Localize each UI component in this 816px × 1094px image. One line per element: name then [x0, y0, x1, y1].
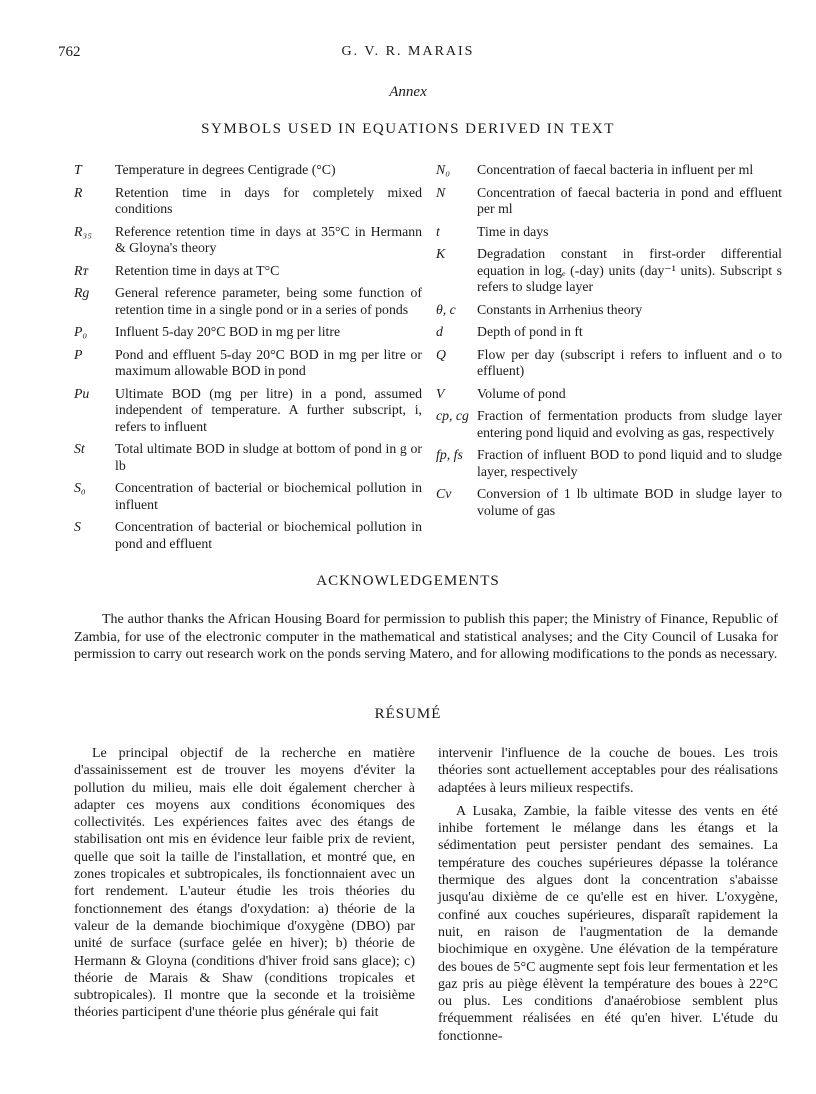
symbol-entry [436, 224, 782, 241]
symbol-entry [436, 486, 782, 519]
resume-paragraph: intervenir l'influence de la couche de boues. Les trois théories sont actuellement acceptables pour des réalisations adaptées à leurs milieux respectifs. [438, 746, 778, 796]
symbol-definition: Constants in Arrhenius theory [477, 301, 643, 317]
symbol-definition: Conversion of 1 lb ultimate BOD in sludge layer to volume of gas [477, 486, 782, 518]
symbol-entry [74, 519, 422, 552]
symbol-entry [74, 185, 422, 218]
symbol: R₃₅ [74, 223, 93, 239]
symbol-definition: Reference retention time in days at 35°C in Hermann & Gloyna's theory [115, 223, 422, 255]
symbol-definition: Depth of pond in ft [477, 324, 583, 339]
symbol-entry [436, 162, 782, 179]
symbol-definition: Volume of pond [477, 385, 566, 401]
symbol-definition: Fraction of fermentation products from sludge layer entering pond liquid and evolving as gas, respectively [477, 408, 782, 440]
symbol: Rg [74, 285, 90, 300]
resume-heading: RÉSUMÉ [374, 706, 442, 722]
symbol: N [436, 184, 446, 200]
symbol-definition: Concentration of faecal bacteria in pond and effluent per ml [477, 184, 782, 216]
symbol: S [74, 519, 81, 534]
symbol: N₀ [436, 162, 450, 177]
symbol-entry [436, 246, 782, 296]
symbol: S₀ [74, 480, 86, 495]
symbol-definition: Temperature in degrees Centigrade (°C) [115, 162, 336, 177]
symbol-definition: Influent 5-day 20°C BOD in mg per litre [115, 324, 341, 339]
symbol-definition: Retention time in days at T°C [115, 262, 280, 278]
symbol: fp, fs [436, 447, 463, 462]
acknowledgements-heading: ACKNOWLEDGEMENTS [316, 573, 500, 589]
symbol: cp, cg [436, 408, 469, 423]
symbol-entry [436, 347, 782, 380]
symbol-entry [74, 324, 422, 341]
running-head: G. V. R. MARAIS [341, 44, 475, 59]
symbol: Rᴛ [74, 262, 88, 278]
symbol-entry [74, 285, 422, 318]
symbol-definition: Concentration of bacterial or biochemical pollution in influent [115, 480, 422, 512]
symbol: R [74, 184, 83, 200]
symbol: St [74, 441, 85, 456]
symbol: t [436, 223, 440, 239]
symbol-entry [74, 162, 422, 179]
symbol-definition: Fraction of influent BOD to pond liquid and to sludge layer, respectively [477, 447, 782, 479]
symbol: P₀ [74, 324, 88, 339]
symbol-definition: Concentration of faecal bacteria in influent per ml [477, 162, 754, 177]
symbol-entry [436, 302, 782, 319]
resume-column-left [74, 745, 415, 1028]
symbol: V [436, 385, 445, 401]
symbols-section-title: SYMBOLS USED IN EQUATIONS DERIVED IN TEXT [201, 121, 615, 137]
symbol: Cv [436, 486, 452, 501]
symbol-entry [436, 408, 782, 441]
symbol-entry [74, 224, 422, 257]
symbol: d [436, 324, 443, 339]
acknowledgements-text: The author thanks the African Housing Board for permission to publish this paper; the Ministry of Finance, Republic of Zambia, for use of the electronic computer in the mathematical and statistical analyses; and the City Council of Lusaka for permission to carry out research work on the ponds serving Matero, and for allowing modifications to the ponds as necessary. [74, 612, 778, 662]
symbol-definition: Ultimate BOD (mg per litre) in a pond, assumed independent of temperature. A further subscript, i, refers to influent [115, 385, 422, 434]
symbol: θ, c [436, 301, 456, 317]
symbol-entry [74, 347, 422, 380]
symbol-definition: Time in days [477, 223, 549, 239]
symbol-entry [436, 185, 782, 218]
symbol-entry [74, 441, 422, 474]
symbol-definition: Flow per day (subscript i refers to influent and o to effluent) [477, 346, 782, 378]
symbol-entry [436, 324, 782, 341]
page-number: 762 [58, 44, 81, 60]
symbol-definition: Pond and effluent 5-day 20°C BOD in mg per litre or maximum allowable BOD in pond [115, 346, 422, 378]
symbol-definition: Concentration of bacterial or biochemical pollution in pond and effluent [115, 519, 422, 551]
resume-paragraph: Le principal objectif de la recherche en matière d'assainissement est de trouver les moyens d'éviter la pollution du milieu, mais elle doit également chercher à adapter ces moyens aux conditions économiques des collectivités. Les expériences faites avec des étangs de stabilisation ont mis en évidence leur faible prix de revient, quelle que soit la taille de l'installation, et montré que, en zones tropicales et subtropicales, ils fonctionnaient avec un fort rendement. L'auteur étudie les trois théories du fonctionnement des étangs d'oxydation: a) théorie de la valeur de la demande biochimique d'oxygène (DBO) par unité de surface (surface gelée en hiver); b) théorie de Hermann & Gloyna (conditions d'hiver froid sans glace); c) théorie de Marais & Shaw (conditions tropicales et subtropicales). Il montre que la seconde et la troisième théories participent d'une théorie plus générale qui fait [74, 746, 415, 1021]
symbol-entry [436, 447, 782, 480]
symbol-definition: Total ultimate BOD in sludge at bottom of pond in g or lb [115, 441, 422, 473]
resume-column-right [438, 745, 778, 1051]
symbols-list-right [436, 162, 782, 525]
symbol-entry [74, 386, 422, 436]
symbol: Q [436, 346, 446, 362]
resume-paragraph: A Lusaka, Zambie, la faible vitesse des vents en été inhibe fortement le mélange dans les étangs et la sédimentation peut persister pendant des semaines. La température des couches supérieures dépasse la tolérance thermique des algues dont la concentration s'abaisse jusqu'au dixième de ce qu'elle est en hiver. L'oxygène, confiné aux couches supérieures, disparaît rapidement la nuit, en raison de l'augmentation de la demande biochimique en oxygène. Une élévation de la température des boues de 5°C augmente sept fois leur fermentation et les gaz pris au piège élèvent la température des boues à 22°C ou plus. Les conditions d'anaérobiose semblent plus fréquemment réalisées en été qu'en hiver. L'étude du fonctionne- [438, 803, 778, 1044]
symbol-entry [74, 263, 422, 280]
symbol: P [74, 346, 83, 362]
symbol-entry [74, 480, 422, 513]
symbol-entry [436, 386, 782, 403]
symbol-definition: General reference parameter, being some function of retention time in a single pond or in a series of ponds [115, 285, 422, 317]
symbol: Pu [74, 385, 90, 401]
symbols-list-left [74, 162, 422, 558]
annex-label: Annex [389, 84, 427, 100]
symbol-definition: Retention time in days for completely mixed conditions [115, 184, 422, 216]
symbol: T [74, 162, 82, 177]
symbol-definition: Degradation constant in first-order differential equation in logₑ (-day) units (day⁻¹ units). Subscript s refers to sludge layer [477, 246, 782, 294]
symbol: K [436, 246, 446, 261]
